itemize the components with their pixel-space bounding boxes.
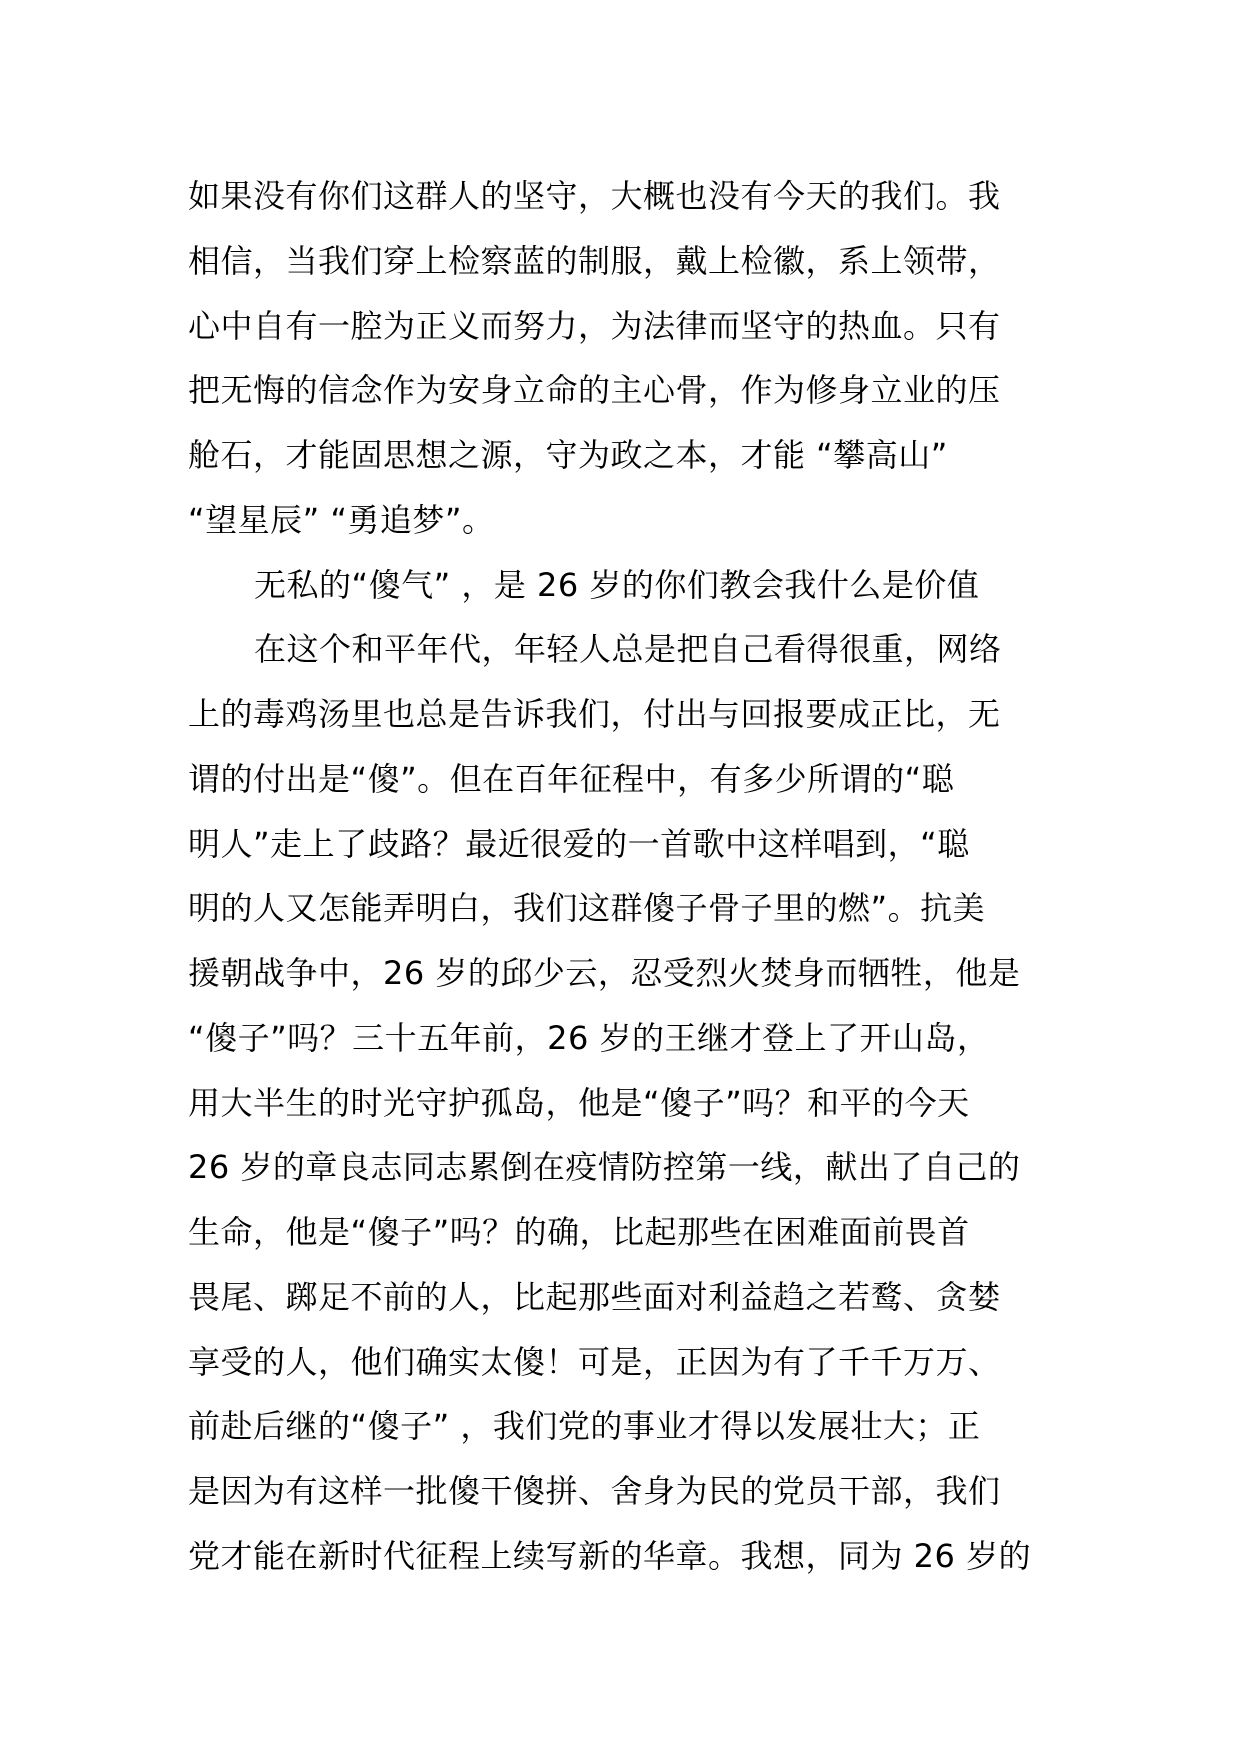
text-line: 在这个和平年代，年轻人总是把自己看得很重，网络	[254, 630, 1002, 668]
text-line: 前赴后继的“傻子” ，我们党的事业才得以发展壮大；正	[188, 1407, 981, 1445]
text-line: 舱石，才能固思想之源，守为政之本，才能 “攀高山”	[188, 436, 948, 474]
text-line: 相信，当我们穿上检察蓝的制服，戴上检徽，系上领带，	[188, 242, 1001, 280]
text-line: “傻子”吗？三十五年前，26 岁的王继才登上了开山岛，	[188, 1019, 990, 1057]
text-line: 把无悔的信念作为安身立命的主心骨，作为修身立业的压	[188, 371, 1001, 409]
text-line: 26 岁的章良志同志累倒在疫情防控第一线，献出了自己的	[188, 1148, 1021, 1186]
section-heading: 无私的“傻气” ，是 26 岁的你们教会我什么是价值	[254, 566, 980, 604]
text-line: 如果没有你们这群人的坚守，大概也没有今天的我们。我	[188, 177, 1001, 215]
text-line: “望星辰” “勇追梦”。	[188, 501, 495, 539]
text-line: 明的人又怎能弄明白，我们这群傻子骨子里的燃”。抗美	[188, 889, 986, 927]
text-line: 心中自有一腔为正义而努力，为法律而坚守的热血。只有	[188, 307, 1001, 345]
text-line: 畏尾、踯足不前的人，比起那些面对利益趋之若鹜、贪婪	[188, 1278, 1001, 1316]
text-line: 用大半生的时光守护孤岛，他是“傻子”吗？和平的今天	[188, 1084, 970, 1122]
text-line: 援朝战争中，26 岁的邱少云，忍受烈火焚身而牺牲，他是	[188, 954, 1021, 992]
text-line: 明人”走上了歧路？最近很爱的一首歌中这样唱到，“聪	[188, 825, 970, 863]
text-line: 享受的人，他们确实太傻！可是，正因为有了千千万万、	[188, 1343, 1001, 1381]
text-line: 上的毒鸡汤里也总是告诉我们，付出与回报要成正比，无	[188, 695, 1001, 733]
text-line: 是因为有这样一批傻干傻拼、舍身为民的党员干部，我们	[188, 1472, 1001, 1510]
text-line: 党才能在新时代征程上续写新的华章。我想，同为 26 岁的	[188, 1537, 1032, 1575]
text-line: 生命，他是“傻子”吗？的确，比起那些在困难面前畏首	[188, 1213, 970, 1251]
text-line: 谓的付出是“傻”。但在百年征程中，有多少所谓的“聪	[188, 760, 955, 798]
